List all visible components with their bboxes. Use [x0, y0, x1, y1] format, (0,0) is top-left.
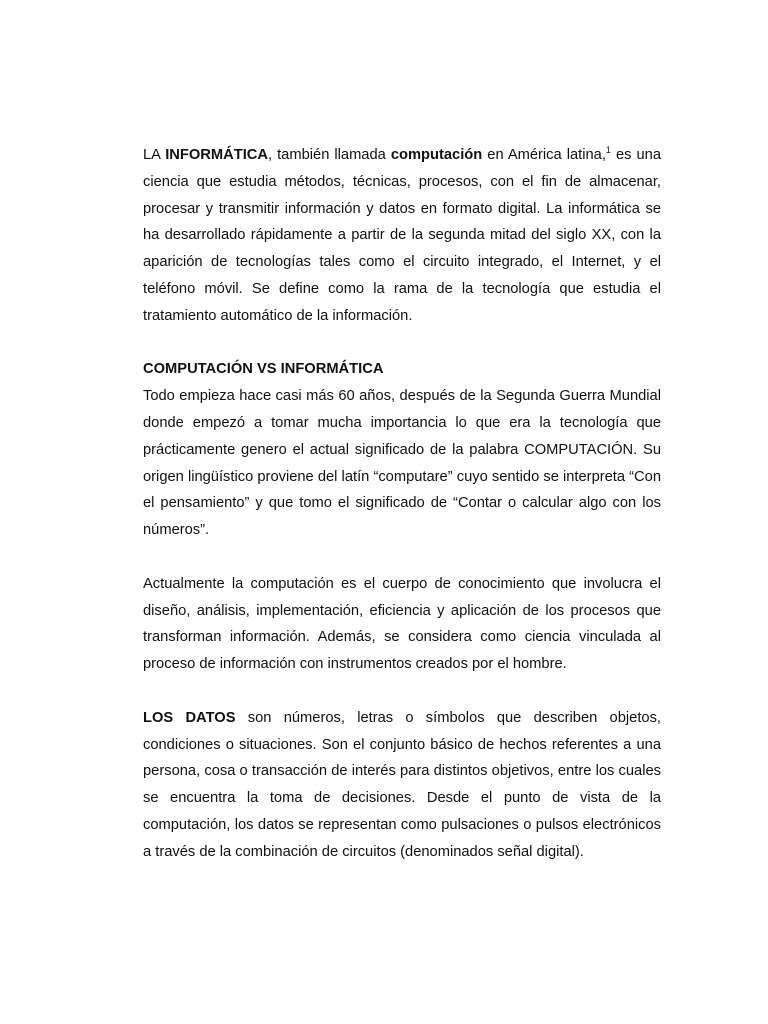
intro-text-2: , también llamada: [268, 147, 391, 163]
data-text: son números, letras o símbolos que describen objetos, condiciones o situaciones. Son el conjunto básico de hechos referentes a una persona, cosa o transacción de interés para distintos objetivos, entre los cuales se encuentra la toma de decisiones. Desde el punto de vista de la computación, los datos se representan como pulsaciones o pulsos electrónicos a través de la combinación de circuitos (denominados señal digital).: [143, 709, 661, 860]
data-paragraph: [143, 705, 661, 866]
history-paragraph: Todo empieza hace casi más 60 años, después de la Segunda Guerra Mundial donde empezó a tomar mucha importancia lo que era la tecnología que prácticamente genero el actual significado de la palabra COMPUTACIÓN. Su origen lingüístico proviene del latín “computare” cuyo sentido se interpreta “Con el pensamiento” y que tomo el significado de “Contar o calcular algo con los números”.: [143, 388, 661, 539]
computacion-term: computación: [390, 147, 483, 163]
intro-text-4: es una ciencia que estudia métodos, técnicas, procesos, con el fin de almacenar, procesar y transmitir información y datos en formato digital. La informática se ha desarrollado rápidamente a partir de la segunda mitad del siglo XX, con la aparición de tecnologías tales como el circuito integrado, el Internet, y el teléfono móvil. Se define como la rama de la tecnología que estudia el tratamiento automático de la información.: [143, 147, 661, 324]
informatica-term: INFORMÁTICA: [165, 147, 268, 163]
paragraph-spacer: [143, 330, 661, 357]
definition-paragraph: Actualmente la computación es el cuerpo de conocimiento que involucra el diseño, análisis, implementación, eficiencia y aplicación de los procesos que transforman información. Además, se considera como ciencia vinculada al proceso de información con instrumentos creados por el hombre.: [143, 575, 661, 673]
intro-text-1: LA: [143, 147, 166, 163]
paragraph-spacer: [143, 544, 661, 571]
section-heading: COMPUTACIÓN VS INFORMÁTICA: [143, 361, 384, 378]
los-datos-term: LOS DATOS: [143, 709, 236, 726]
document-page: [143, 142, 661, 866]
paragraph-spacer: [143, 678, 661, 705]
footnote-ref[interactable]: 1: [605, 145, 611, 155]
intro-paragraph: [143, 142, 661, 330]
intro-text-3: en América latina,: [482, 147, 606, 163]
